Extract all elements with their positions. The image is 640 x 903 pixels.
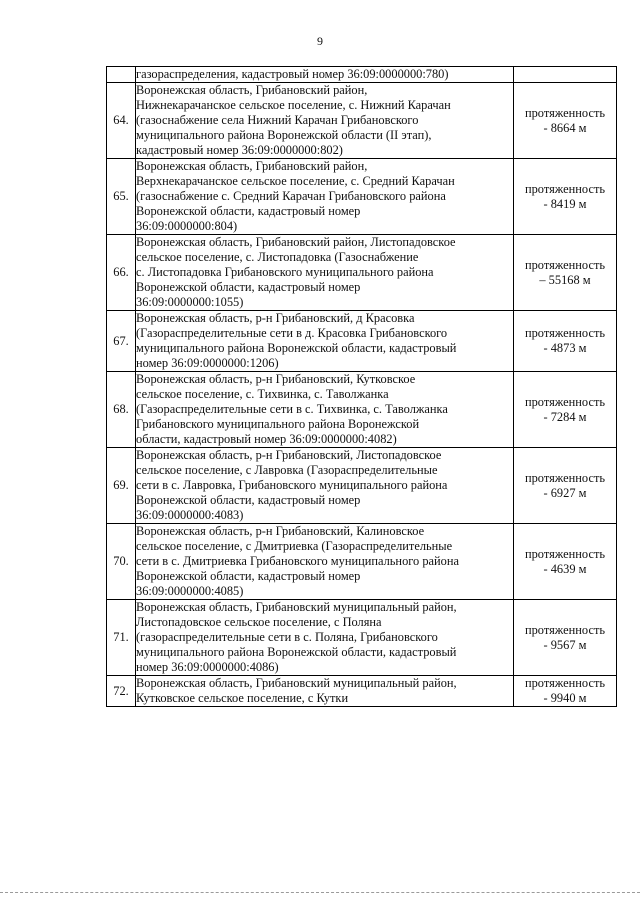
length-label: протяженность: [524, 622, 606, 637]
description-line: Воронежская область, Грибановский район,: [136, 159, 368, 173]
table-row-continuation: [107, 67, 617, 83]
length-value: - 7284 м: [543, 409, 587, 424]
length-label: протяженность: [524, 394, 606, 409]
row-number: 68.: [107, 372, 136, 448]
row-length-cell: [514, 83, 617, 159]
row-length-cell: [514, 600, 617, 676]
length-label: протяженность: [524, 257, 606, 272]
length-label: протяженность: [524, 105, 606, 120]
length-label: протяженность: [524, 181, 606, 196]
registry-table-body: [107, 67, 617, 707]
length-label: протяженность: [524, 470, 606, 485]
table-row: [107, 235, 617, 311]
description-line: Воронежской области, кадастровый номер: [136, 204, 361, 218]
description-line: муниципального района Воронежской области, кадастровый: [136, 645, 457, 659]
row-number: 67.: [107, 311, 136, 372]
description-line: сельское поселение, с. Листопадовка (Газоснабжение: [136, 250, 419, 264]
length-label: протяженность: [524, 546, 606, 561]
description-line: (газораспределительные сети в с. Поляна, Грибановского: [136, 630, 438, 644]
description-line: Воронежская область, р-н Грибановский, Листопадовское: [136, 448, 442, 462]
description-line: Верхнекарачанское сельское поселение, с. Средний Карачан: [136, 174, 455, 188]
row-length-cell: [514, 676, 617, 707]
row-number: 65.: [107, 159, 136, 235]
row-length-cell: [514, 235, 617, 311]
description-line: сельское поселение, с. Тихвинка, с. Таволжанка: [136, 387, 389, 401]
description-line: 36:09:0000000:4083): [136, 508, 244, 522]
table-row: [107, 600, 617, 676]
table-row: [107, 159, 617, 235]
page-bottom-rule: [0, 892, 640, 893]
page-number: 9: [317, 34, 323, 48]
table-row: [107, 448, 617, 524]
table-row: [107, 524, 617, 600]
description-line: (Газораспределительные сети в д. Красовка Грибановского: [136, 326, 448, 340]
description-line: Воронежская область, р-н Грибановский, д Красовка: [136, 311, 415, 325]
description-line: Нижнекарачанское сельское поселение, с. Нижний Карачан: [136, 98, 451, 112]
description-line: Воронежская область, Грибановский район, Листопадовское: [136, 235, 456, 249]
description-line: области, кадастровый номер 36:09:0000000:4082): [136, 432, 397, 446]
row-description: [136, 159, 514, 235]
row-length-cell: [514, 311, 617, 372]
length-value: - 4639 м: [543, 561, 587, 576]
length-value: - 6927 м: [543, 485, 587, 500]
description-line: сети в с. Лавровка, Грибановского муниципального района: [136, 478, 448, 492]
row-length-cell: [514, 372, 617, 448]
description-line: (газоснабжение села Нижний Карачан Грибановского: [136, 113, 419, 127]
description-line: кадастровый номер 36:09:0000000:802): [136, 143, 343, 157]
length-value: - 4873 м: [543, 341, 587, 355]
row-description: [136, 235, 514, 311]
row-length-cell: [514, 448, 617, 524]
description-line: номер 36:09:0000000:4086): [136, 660, 279, 674]
description-line: Воронежская область, Грибановский муниципальный район,: [136, 676, 457, 690]
description-line: сельское поселение, с Лавровка (Газораспределительные: [136, 463, 438, 477]
length-value: – 55168 м: [539, 272, 591, 287]
table-row: [107, 676, 617, 707]
row-number: 66.: [107, 235, 136, 311]
row-length-cell: [514, 159, 617, 235]
length-value: - 8664 м: [543, 120, 587, 135]
description-line: Воронежской области, кадастровый номер: [136, 280, 361, 294]
row-description: [136, 372, 514, 448]
row-number-cell: [107, 67, 136, 83]
description-line: Воронежской области, кадастровый номер: [136, 569, 361, 583]
description-line: номер 36:09:0000000:1206): [136, 356, 279, 370]
row-number: 69.: [107, 448, 136, 524]
row-description: [136, 600, 514, 676]
length-value: - 9940 м: [543, 691, 587, 705]
description-line: с. Листопадовка Грибановского муниципального района: [136, 265, 434, 279]
row-description: [136, 83, 514, 159]
description-line: муниципального района Воронежской области (II этап),: [136, 128, 432, 142]
description-line: Кутковское сельское поселение, с Кутки: [136, 691, 349, 705]
row-description: газораспределения, кадастровый номер 36:09:0000000:780): [136, 67, 514, 83]
table-row: [107, 311, 617, 372]
description-line: 36:09:0000000:804): [136, 219, 238, 233]
row-length-cell: [514, 67, 617, 83]
description-line: (газоснабжение с. Средний Карачан Грибановского района: [136, 189, 446, 203]
description-line: 36:09:0000000:4085): [136, 584, 244, 598]
row-description: [136, 311, 514, 372]
description-line: Воронежской области, кадастровый номер: [136, 493, 361, 507]
description-line: Воронежская область, р-н Грибановский, Кутковское: [136, 372, 416, 386]
description-line: Воронежская область, Грибановский район,: [136, 83, 368, 97]
row-length-cell: [514, 524, 617, 600]
row-description: [136, 676, 514, 707]
description-line: (Газораспределительные сети в с. Тихвинка, с. Таволжанка: [136, 402, 448, 416]
description-line: сельское поселение, с Дмитриевка (Газораспределительные: [136, 539, 453, 553]
length-value: - 8419 м: [543, 196, 587, 211]
row-description: [136, 524, 514, 600]
description-line: сети в с. Дмитриевка Грибановского муниципального района: [136, 554, 459, 568]
length-label: протяженность: [524, 326, 606, 340]
row-description: [136, 448, 514, 524]
row-number: 72.: [107, 676, 136, 707]
table-row: [107, 372, 617, 448]
row-number: 64.: [107, 83, 136, 159]
row-number: 71.: [107, 600, 136, 676]
length-value: - 9567 м: [543, 637, 587, 652]
description-line: Грибановского муниципального района Воронежской: [136, 417, 420, 431]
row-number: 70.: [107, 524, 136, 600]
description-line: 36:09:0000000:1055): [136, 295, 244, 309]
description-line: муниципального района Воронежской области, кадастровый: [136, 341, 457, 355]
description-line: Воронежская область, р-н Грибановский, Калиновское: [136, 524, 425, 538]
table-row: [107, 83, 617, 159]
length-label: протяженность: [524, 676, 606, 690]
description-line: Листопадовское сельское поселение, с Поляна: [136, 615, 382, 629]
registry-table: [106, 66, 617, 707]
description-line: Воронежская область, Грибановский муниципальный район,: [136, 600, 457, 614]
